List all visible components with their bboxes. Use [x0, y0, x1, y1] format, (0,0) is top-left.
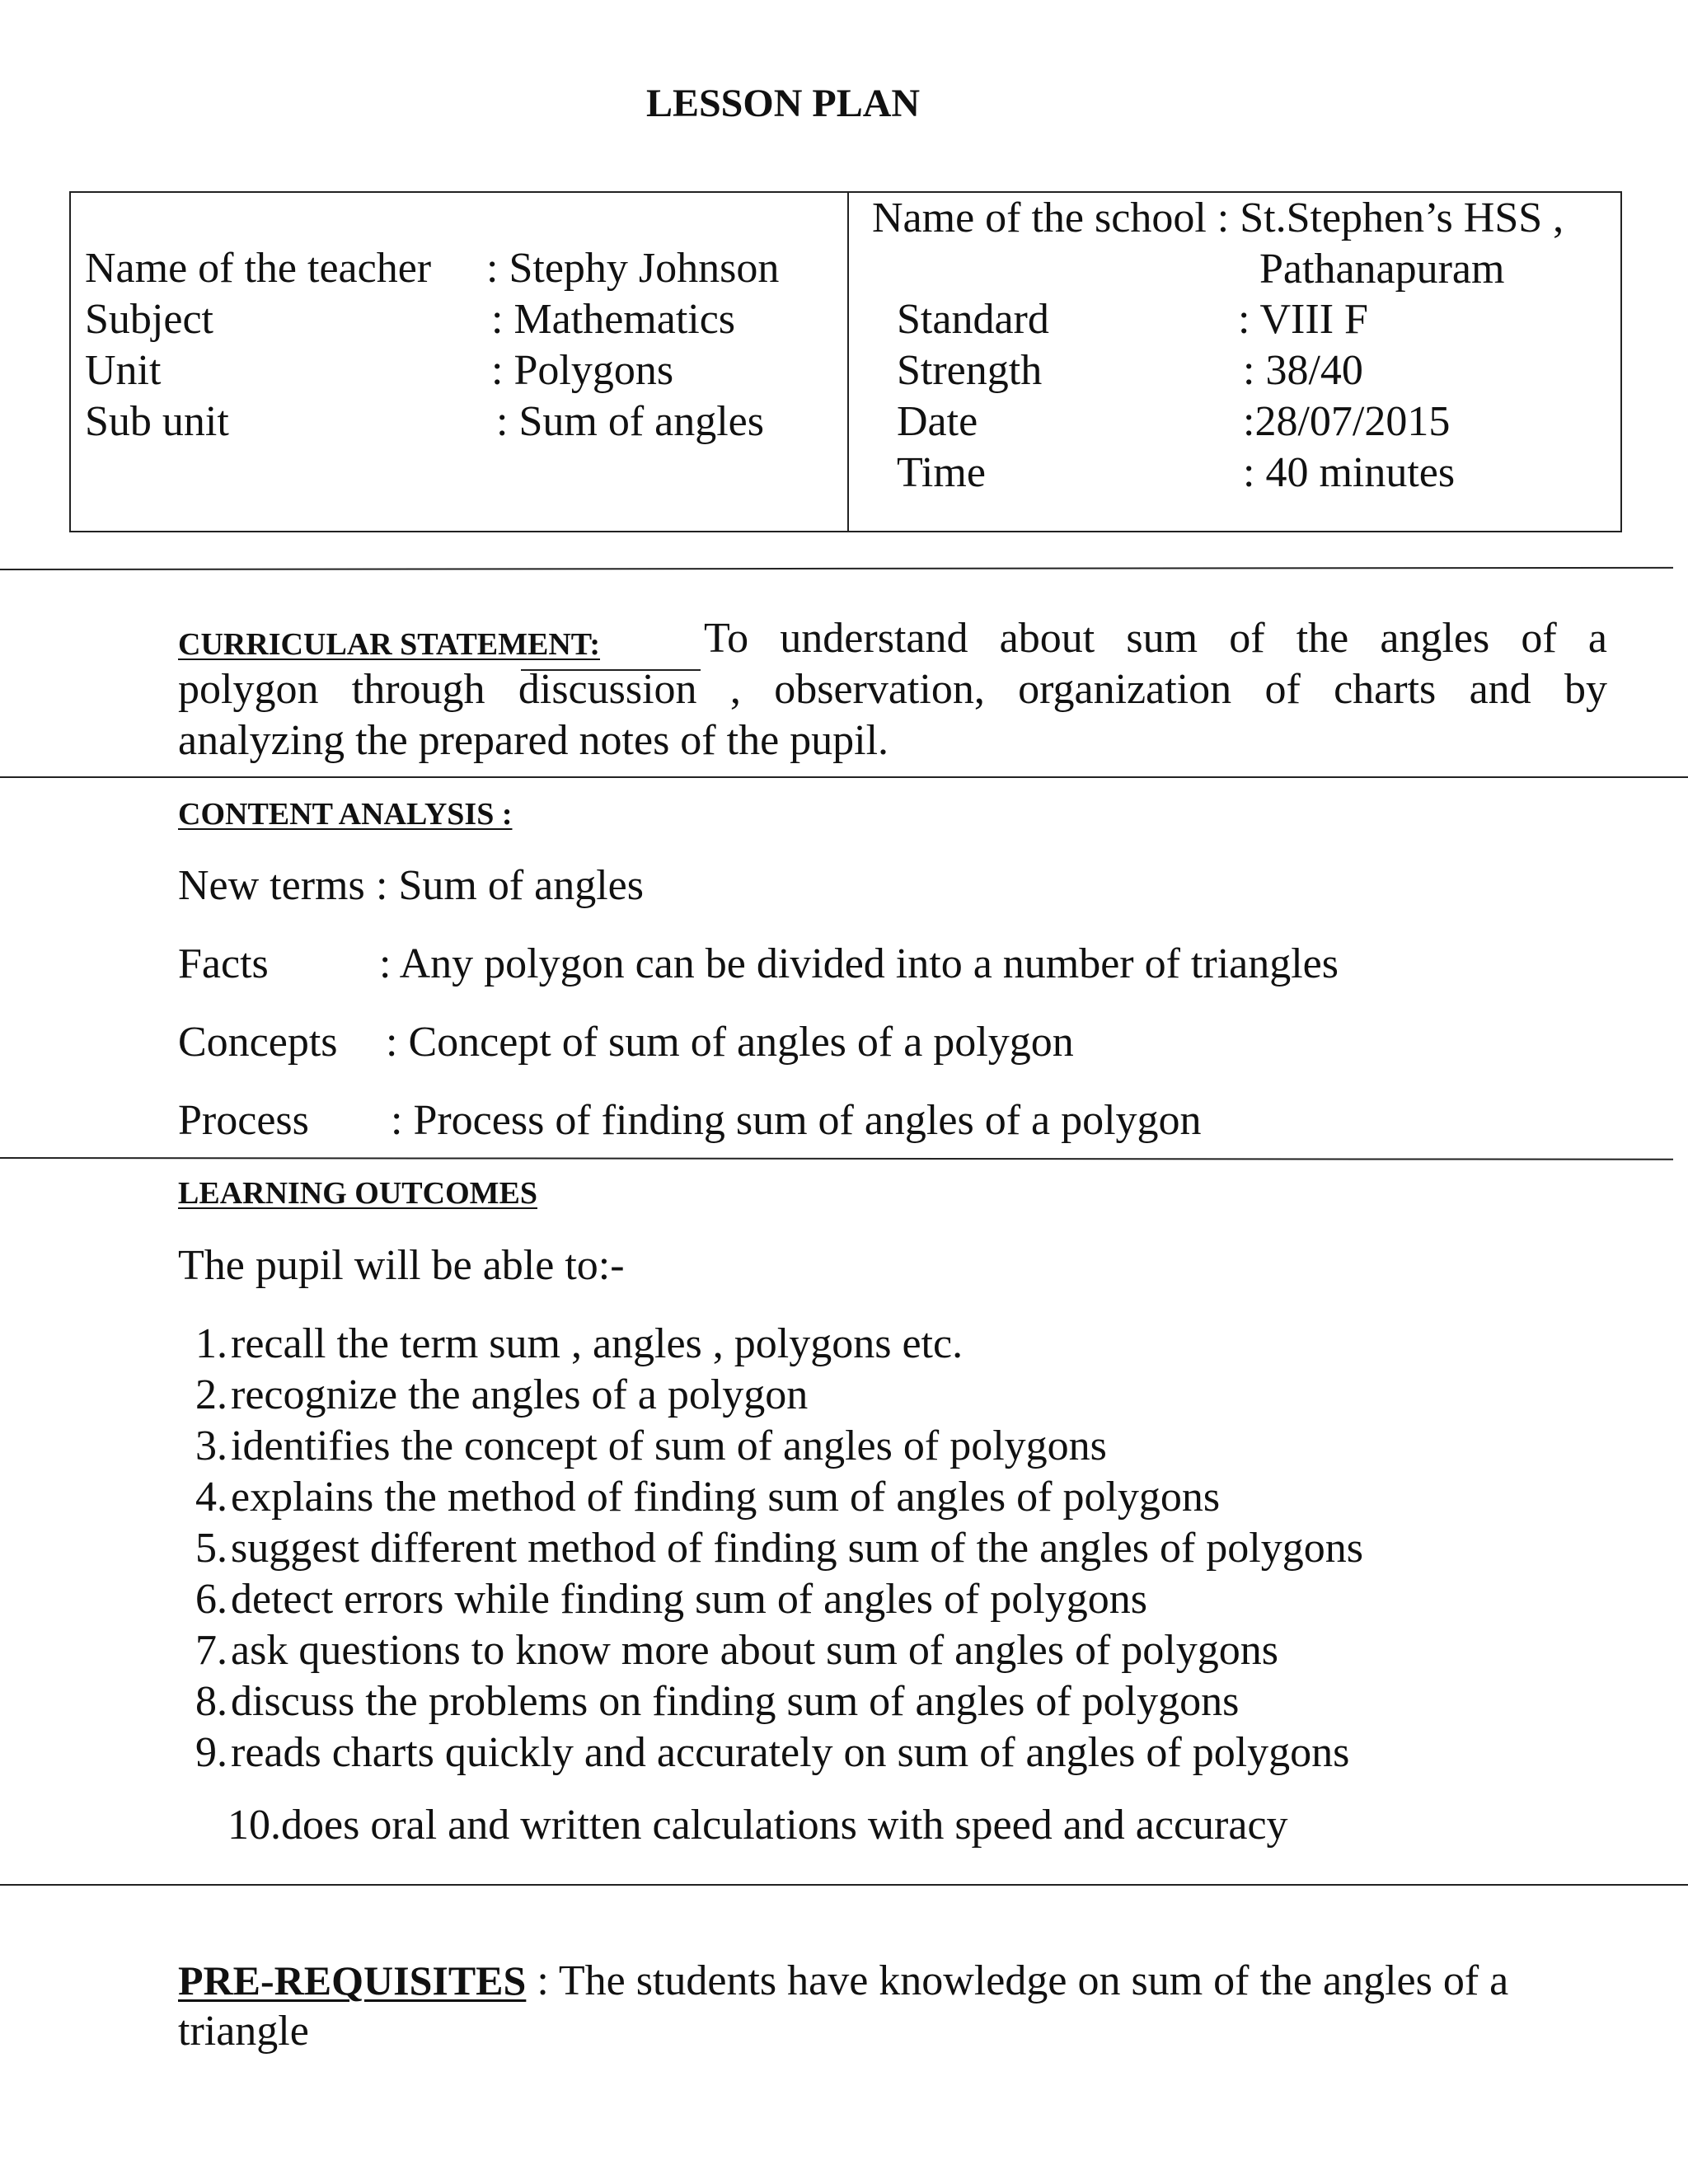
outcomes-intro: The pupil will be able to:- [178, 1242, 625, 1289]
section-divider [0, 567, 1673, 570]
section-divider [0, 776, 1688, 778]
time-label: Time [897, 449, 986, 496]
list-item: 3.identifies the concept of sum of angles of polygons [195, 1422, 1107, 1469]
facts-value: : Any polygon can be divided into a number of triangles [379, 940, 1339, 987]
content-analysis-heading: CONTENT ANALYSIS : [178, 797, 513, 832]
list-item: 1.recall the term sum , angles , polygons etc. [195, 1320, 964, 1367]
list-item: 6.detect errors while finding sum of angles of polygons [195, 1576, 1147, 1623]
list-item: 10.does oral and written calculations with speed and accuracy [227, 1802, 1288, 1849]
list-item: 5.suggest different method of finding sum of the angles of polygons [195, 1525, 1363, 1572]
page-title: LESSON PLAN [645, 82, 921, 125]
facts-label: Facts [178, 940, 269, 987]
subunit-label: Sub unit [85, 398, 229, 445]
process-value: : Process of finding sum of angles of a polygon [391, 1097, 1202, 1144]
date-value: :28/07/2015 [1243, 398, 1451, 445]
header-divider [847, 191, 849, 532]
curricular-line-2: polygon through discussion , observation, organization of charts and by [178, 666, 1607, 713]
strength-label: Strength [897, 347, 1043, 394]
outcomes-list [178, 1319, 1363, 1779]
curricular-line-3: analyzing the prepared notes of the pupil. [178, 717, 889, 764]
prerequisites-line-1 [178, 1955, 1508, 2007]
subject-value: : Mathematics [491, 296, 736, 343]
prerequisites-line-2: triangle [178, 2008, 309, 2055]
concepts-value: : Concept of sum of angles of a polygon [386, 1019, 1074, 1066]
list-item: 7.ask questions to know more about sum of angles of polygons [195, 1627, 1278, 1674]
date-label: Date [897, 398, 978, 445]
list-item: 4.explains the method of finding sum of angles of polygons [195, 1474, 1221, 1521]
new-terms-label: New terms [178, 862, 365, 909]
time-value: : 40 minutes [1243, 449, 1456, 496]
process-label: Process [178, 1097, 309, 1144]
curricular-line-1: To understand about sum of the angles of a [704, 615, 1607, 662]
teacher-label: Name of the teacher [85, 245, 432, 292]
subunit-value: : Sum of angles [496, 398, 764, 445]
standard-value: : VIII F [1238, 296, 1368, 343]
learning-outcomes-heading: LEARNING OUTCOMES [178, 1176, 537, 1211]
list-item: 8.discuss the problems on finding sum of angles of polygons [195, 1678, 1240, 1725]
prerequisites-heading: PRE-REQUISITES [178, 1957, 527, 2004]
list-item: 9.reads charts quickly and accurately on sum of angles of polygons [195, 1729, 1350, 1776]
prerequisites-text: : The students have knowledge on sum of the angles of a [526, 1957, 1509, 2004]
school-line-2: Pathanapuram [1259, 246, 1505, 293]
unit-label: Unit [85, 347, 162, 394]
list-item: 2.recognize the angles of a polygon [195, 1371, 809, 1418]
section-divider [0, 1884, 1688, 1886]
school-line-1: Name of the school : St.Stephen’s HSS , [872, 194, 1564, 241]
unit-value: : Polygons [491, 347, 674, 394]
section-divider [0, 1157, 1673, 1160]
new-terms-value: : Sum of angles [376, 862, 644, 909]
standard-label: Standard [897, 296, 1049, 343]
subject-label: Subject [85, 296, 213, 343]
concepts-label: Concepts [178, 1019, 338, 1066]
strength-value: : 38/40 [1243, 347, 1363, 394]
teacher-value: : Stephy Johnson [486, 245, 780, 292]
curricular-heading: CURRICULAR STATEMENT: [178, 627, 600, 662]
